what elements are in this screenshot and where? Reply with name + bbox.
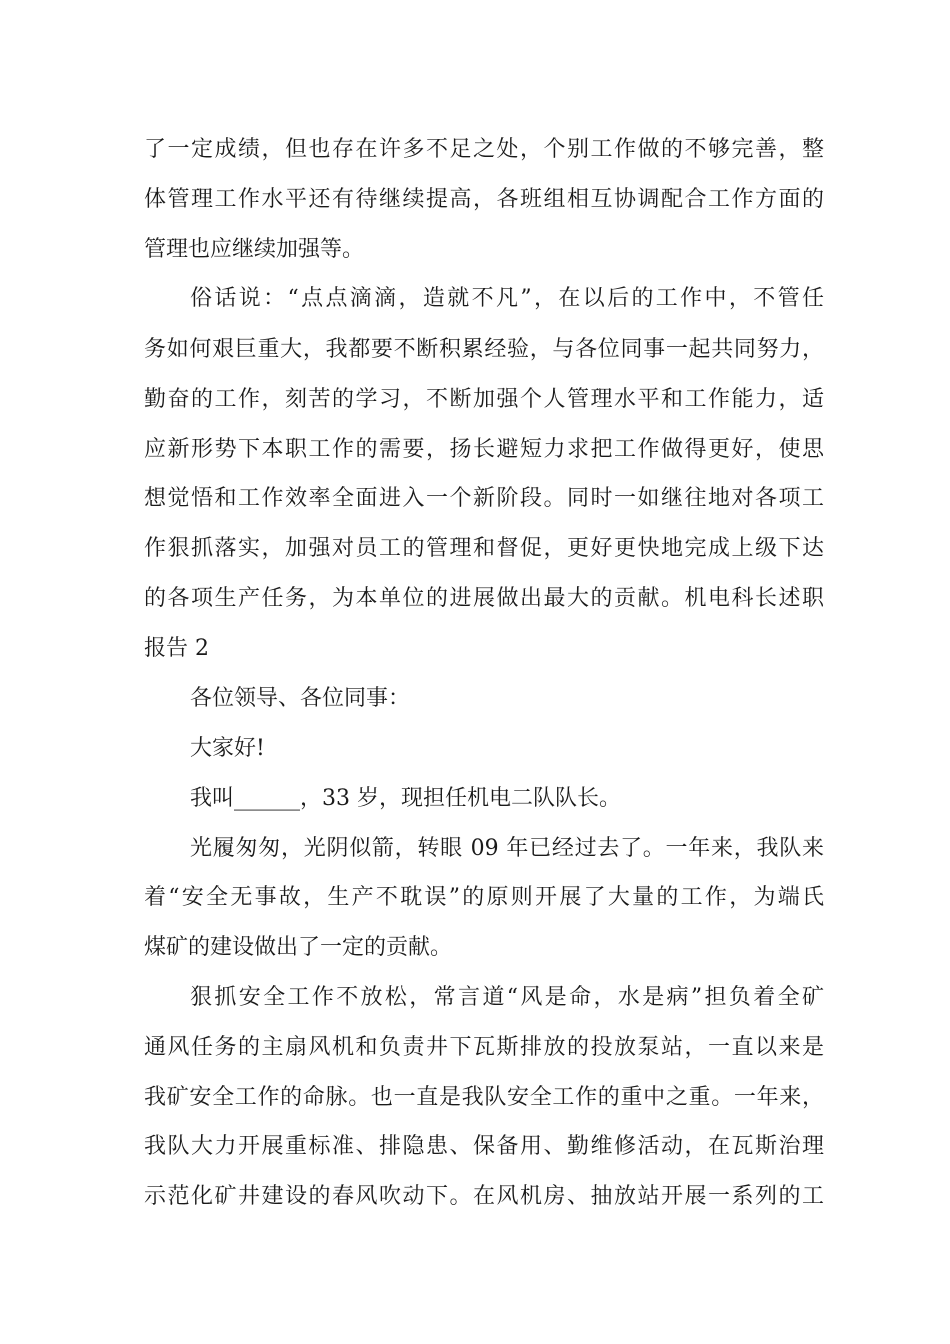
text-line: 报告 2 — [144, 636, 209, 661]
text-line: 想觉悟和工作效率全面进入一个新阶段。同时一如继往地对各项工 — [144, 486, 824, 511]
text-line: 应新形势下本职工作的需要，扬长避短力求把工作做得更好，使思 — [144, 437, 824, 462]
text-line: 勤奋的工作，刻苦的学习，不断加强个人管理水平和工作能力，适 — [144, 387, 824, 412]
text-line: 煤矿的建设做出了一定的贡献。 — [144, 935, 453, 960]
text-line: 我队大力开展重标准、排隐患、保备用、勤维修活动，在瓦斯治理 — [144, 1134, 824, 1159]
text-line: 管理也应继续加强等。 — [144, 237, 365, 262]
greeting: 大家好! — [190, 736, 265, 761]
text-line: 的各项生产任务，为本单位的进展做出最大的贡献。机电科长述职 — [144, 586, 824, 611]
text-line: 务如何艰巨重大，我都要不断积累经验，与各位同事一起共同努力， — [144, 337, 824, 362]
text-line: 体管理工作水平还有待继续提高，各班组相互协调配合工作方面的 — [144, 187, 824, 212]
text-line: 狠抓安全工作不放松，常言道“风是命，水是病”担负着全矿 — [190, 985, 824, 1010]
salutation: 各位领导、各位同事： — [190, 686, 411, 711]
text-line: 通风任务的主扇风机和负责井下瓦斯排放的投放泵站，一直以来是 — [144, 1035, 824, 1060]
self-introduction: 我叫______，33 岁，现担任机电二队队长。 — [190, 786, 621, 811]
text-line: 光履匆匆，光阴似箭，转眼 09 年已经过去了。一年来，我队来 — [190, 836, 824, 861]
text-line: 作狠抓落实，加强对员工的管理和督促，更好更快地完成上级下达 — [144, 536, 824, 561]
text-line: 我矿安全工作的命脉。也一直是我队安全工作的重中之重。一年来， — [144, 1085, 824, 1110]
text-line: 示范化矿井建设的春风吹动下。在风机房、抽放站开展一系列的工 — [144, 1184, 824, 1209]
text-line: 俗话说：“点点滴滴，造就不凡”，在以后的工作中，不管任 — [190, 286, 824, 311]
text-line: 了一定成绩，但也存在许多不足之处，个别工作做的不够完善，整 — [144, 137, 824, 162]
text-line: 着“安全无事故，生产不耽误”的原则开展了大量的工作，为端氏 — [144, 885, 824, 910]
